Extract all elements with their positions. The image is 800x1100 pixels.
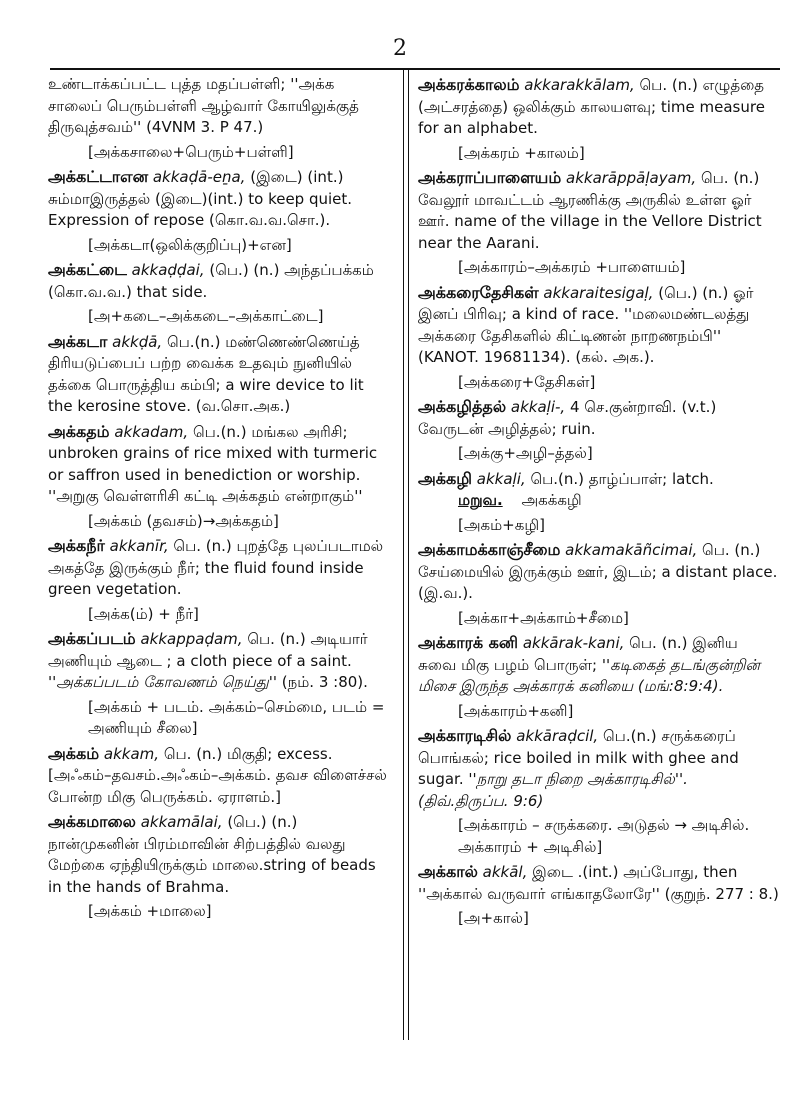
dictionary-entry (48, 166, 392, 256)
transliteration: akkadam, (114, 422, 189, 441)
dictionary-entry (418, 167, 780, 279)
page-number: 2 (393, 36, 407, 61)
dictionary-entry (48, 743, 392, 809)
headword: அக்கரைதேசிகள் (418, 282, 539, 302)
synonym-label: மறுவ. (458, 491, 503, 509)
definition: பெ.(n.) தாழ்ப்பாள்; latch. (530, 469, 714, 488)
headword: அக்கட்டை (48, 260, 127, 279)
column-divider-inner (408, 70, 409, 1040)
etymology: [அக்கரம் +காலம்] (458, 143, 585, 162)
dictionary-entry (418, 282, 780, 394)
definition: (இடை) (int.) சும்மாஇருத்தல் (இடை)(int.) to keep quiet. Expression of repose (கொ.வ.வ.சொ.). (48, 168, 353, 229)
headword: அக்கமாலை (48, 812, 136, 831)
dictionary-entry (418, 725, 780, 858)
transliteration: akkḍā, (112, 332, 163, 351)
transliteration: akkaḍā-eṉa, (152, 168, 246, 186)
headword: அக்காரக் கனி (418, 633, 519, 652)
definition: (பெ.) (n.) அந்தப்பக்கம் (கொ.வ.வ.) that side. (48, 261, 374, 301)
definition: பெ. (n.) இனிய சுவை மிகு பழம் பொருள்; (418, 634, 738, 674)
definition: பெ. (n.) அடியார் அணியும் ஆடை ; a cloth piece of a saint. (48, 630, 368, 670)
dictionary-entry (418, 468, 780, 537)
etymology: [அக்கம் (தவசம்)→அக்கதம்] (88, 511, 279, 530)
dictionary-entry (48, 259, 392, 328)
definition: பெ. (n.) எழுத்தை (அட்சரத்தை) ஒலிக்கும் காலயளவு; time measure for an alphabet. (418, 76, 765, 137)
headword: அக்கம் (48, 743, 100, 763)
transliteration: akkappaḍam, (140, 630, 243, 648)
continuation-derivation: [அக்கசாலை+பெரும்+பள்ளி] (88, 142, 294, 161)
headword: அக்கடா (48, 331, 108, 351)
transliteration: akkarakkālam, (524, 76, 635, 94)
etymology: [அக்கம் + படம். அக்கம்–செம்மை, படம் = அணியும் சீலை] (88, 697, 385, 737)
definition: 4 செ.குன்றாவி. (v.t.) வேருடன் அழித்தல்; ruin. (418, 398, 717, 438)
headword: அக்கட்டாஎன (48, 167, 149, 186)
dictionary-entry (418, 74, 780, 164)
dictionary-entry (418, 396, 780, 465)
headword: அக்கப்படம் (48, 629, 136, 648)
header-rule (50, 68, 780, 70)
headword: அக்காமக்காஞ்சீமை (418, 540, 561, 559)
continuation-text: உண்டாக்கப்பட்ட புத்த மதப்பள்ளி; ''அக்க சாலைப் பெரும்பள்ளி ஆழ்வார் கோயிலுக்குத் திருவுத்சவம்'' (4VNM 3. P 47.) (48, 75, 359, 136)
left-column (48, 74, 392, 926)
dictionary-entry (48, 811, 392, 923)
transliteration: akkārak-kani, (522, 634, 625, 652)
transliteration: akkaraitesigaḷ, (543, 283, 654, 302)
headword: அக்கழி (418, 468, 472, 488)
definition: பெ. (n.) புறத்தே புலப்படாமல் அகத்தே இருக்கும் நீர்; the fluid found inside green vegetation. (48, 537, 384, 598)
etymology: [அக்காரம் – சருக்கரை. அடுதல் → அடிசில். அக்காரம் + அடிசில்] (458, 816, 750, 856)
dictionary-entry (418, 632, 780, 722)
etymology: [அகம்+கழி] (458, 515, 545, 534)
quotation: ''கடிகைத் தடங்குன்றின் மிசை இருந்த அக்காரக் கனியை (மங்:8:9:4). (418, 655, 761, 695)
dictionary-entry (418, 539, 780, 629)
transliteration: akkāl, (482, 863, 528, 881)
etymology: [அக்கு+அழி–த்தல்] (458, 444, 593, 462)
right-column (418, 74, 780, 933)
definition: இடை .(int.) அப்போது, then ''அக்கால் வருவார் எங்காதலோரே'' (குறுந். 277 : 8.) (418, 863, 779, 903)
dictionary-entry (48, 421, 392, 533)
transliteration: akkaḷi-, (510, 398, 566, 416)
continuation-entry (48, 74, 392, 163)
definition: பெ.(n.) மண்ணெண்ணெய்த் திரியடுப்பைப் பற்ற வைக்க உதவும் நுனியில் தக்கை பொருத்திய கம்பி; a wire device to lit the kerosine stove. (வ.சொ.அக.) (48, 332, 364, 415)
headword: அக்கழித்தல் (418, 397, 507, 416)
quotation-reference: (நம். 3 :80). (281, 673, 368, 691)
headword: அக்கால் (418, 862, 478, 881)
synonym-line (418, 490, 780, 512)
etymology: [அக்கா+அக்காம்+சீமை] (458, 608, 629, 627)
headword: அக்கநீர் (48, 536, 105, 555)
quotation: ''அக்கப்படம் கோவணம் நெய்து'' (48, 673, 277, 691)
transliteration: akkaḍḍai, (131, 261, 205, 279)
etymology: [அ+கால்] (458, 909, 529, 927)
definition: பெ.(n.) சருக்கரைப் பொங்கல்; rice boiled in milk with ghee and sugar. (418, 727, 739, 788)
etymology: [அக்கடா(ஒலிக்குறிப்பு)+என] (88, 235, 292, 254)
headword: அக்கதம் (48, 421, 110, 441)
quotation: ''நாறு தடா நிறை அக்காரடிசில்''. (திவ்.திருப்ப. 9:6) (418, 770, 688, 810)
etymology: [அக்க(ம்) + நீர்] (88, 604, 199, 623)
headword: அக்காரடிசில் (418, 726, 512, 745)
etymology: [அக்காரம்+கனி] (458, 701, 574, 720)
definition: (பெ.) (n.) ஓர் இனப் பிரிவு; a kind of race. ''மலைமண்டலத்து அக்கரை தேசிகளில் கிட்டிணன் நாறணநம்பி'' (KANOT. 19681134). (கல். அக.). (418, 283, 754, 366)
dictionary-entry (48, 628, 392, 740)
transliteration: akkāraḍcil, (516, 727, 599, 745)
definition: பெ. (n.) வேலூர் மாவட்டம் ஆரணிக்கு அருகில் உள்ள ஓர் ஊர். name of the village in the Vellore District near the Aarani. (418, 169, 762, 252)
transliteration: akkarāppāḷayam, (566, 169, 697, 187)
etymology: [அக்காரம்–அக்கரம் +பாளையம்] (458, 258, 686, 276)
definition: பெ.(n.) மங்கல அரிசி; unbroken grains of rice mixed with turmeric or saffron used in benediction or worship. ''அறுகு வெள்ளரிசி கட்டி அக்கதம் என்றாகும்'' (48, 422, 378, 505)
definition: பெ. (n.) மிகுதி; excess. [அஃகம்–தவசம்.அஃகம்–அக்கம். தவச விளைச்சல் போன்ற மிகு பெருக்கம். ஏராளம்.] (48, 744, 387, 806)
dictionary-entry (418, 861, 780, 930)
transliteration: akkanīr, (109, 537, 169, 555)
transliteration: akkamakāñcimai, (565, 541, 698, 559)
definition: (பெ.) (n.) நான்முகனின் பிரம்மாவின் சிற்பத்தில் வலது மேற்கை ஏந்தியிருக்கும் மாலை.string of beads in the hands of Brahma. (48, 813, 376, 896)
headword: அக்கராப்பாளையம் (418, 168, 562, 187)
etymology: [அக்கம் +மாலை] (88, 902, 212, 920)
etymology: [அ+கடை–அக்கடை–அக்காட்டை] (88, 307, 324, 325)
column-divider (403, 70, 404, 1040)
dictionary-entry (48, 331, 392, 418)
transliteration: akkamālai, (140, 813, 223, 831)
definition: பெ. (n.) சேய்மையில் இருக்கும் ஊர், இடம்; a distant place.(இ.வ.). (418, 541, 778, 602)
etymology: [அக்கரை+தேசிகள்] (458, 372, 596, 391)
transliteration: akkam, (103, 744, 160, 763)
synonym-value: அகக்கழி (521, 491, 582, 509)
transliteration: akkaḷi, (476, 469, 526, 488)
dictionary-entry (48, 535, 392, 625)
headword: அக்கரக்காலம் (418, 75, 520, 94)
